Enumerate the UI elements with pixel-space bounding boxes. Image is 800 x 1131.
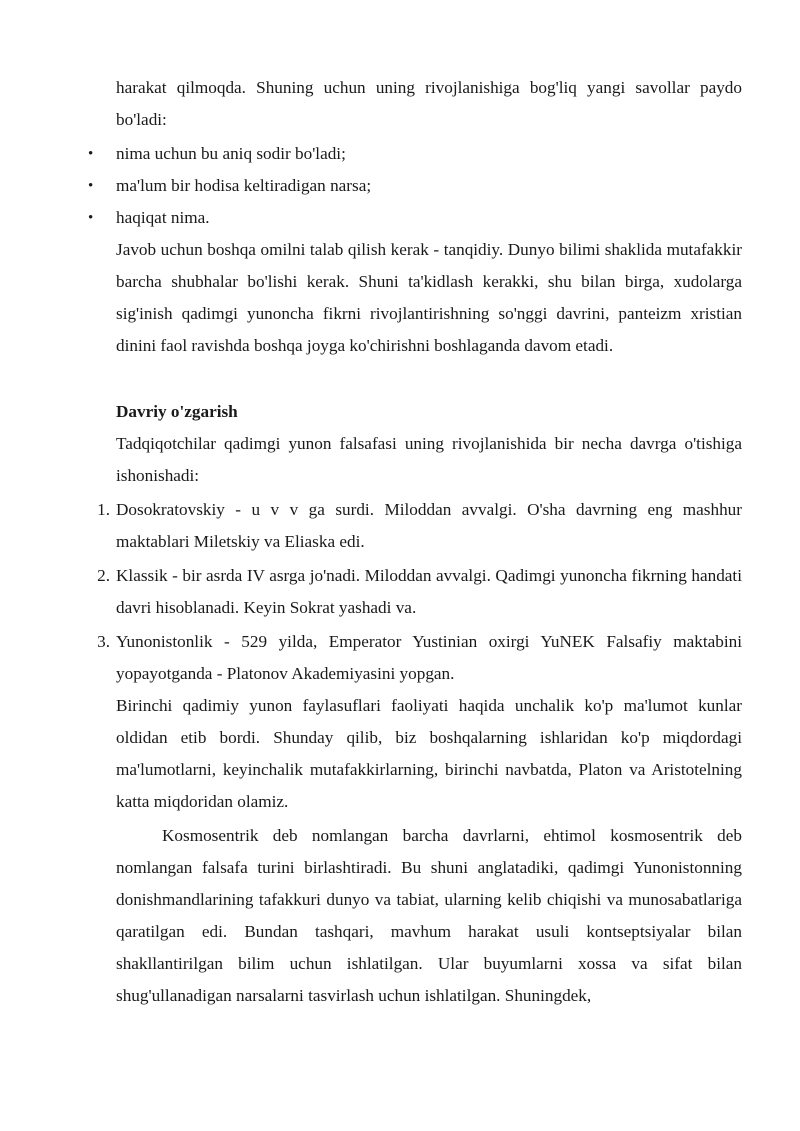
bullet-item-1: [88, 138, 742, 170]
bullet-item-2: [88, 170, 742, 202]
list-number: 3.: [97, 632, 110, 651]
paragraph-4: Kosmosentrik deb nomlangan barcha davrlarni, ehtimol kosmosentrik deb nomlangan falsafa turini birlashtiradi. Bu shuni anglatadiki, qadimgi Yunonistonning donishmandlarining tafakkuri dunyo va tabiat, ularning kelib chiqishi va munosabatlariga qaratilgan edi. Bundan tashqari, mavhum harakat usuli kontseptsiyalar bilan shakllantirilgan bilim uchun ishlatilgan. Ular buyumlarni xossa va sifat bilan shug'ullanadigan narsalarni tasvirlash uchun ishlatilgan. Shuningdek,: [116, 826, 742, 1005]
numbered-item-2: [97, 560, 742, 624]
bullet-text: ma'lum bir hodisa keltiradigan narsa;: [116, 176, 372, 195]
bullet-text: nima uchun bu aniq sodir bo'ladi;: [116, 144, 346, 163]
numbered-item-text: Dosokratovskiy - u v v ga surdi. Miloddan avvalgi. O'sha davrning eng mashhur maktablari Miletskiy va Eliaska edi.: [116, 500, 742, 551]
numbered-item-text: Yunonistonlik - 529 yilda, Emperator Yustinian oxirgi YuNEK Falsafiy maktabini yopayotganda - Platonov Akademiyasini yopgan.: [116, 632, 742, 683]
numbered-item-text: Klassik - bir asrda IV asrga jo'nadi. Miloddan avvalgi. Qadimgi yunoncha fikrning handati davri hisoblanadi. Keyin Sokrat yashadi va.: [116, 566, 742, 617]
intro-paragraph: harakat qilmoqda. Shuning uchun uning rivojlanishiga bog'liq yangi savollar paydo bo'ladi:: [116, 78, 742, 129]
paragraph-3: Birinchi qadimiy yunon faylasuflari faoliyati haqida unchalik ko'p ma'lumot kunlar oldidan etib bordi. Shunday qilib, biz boshqalarning ishlaridan ko'p miqdordagi ma'lumotlarni, keyinchalik mutafakkirlarning, birinchi navbatda, Platon va Aristotelning katta miqdoridan olamiz.: [116, 696, 742, 811]
list-number: 2.: [97, 566, 110, 585]
numbered-item-3: [97, 626, 742, 690]
bullet-marker: •: [88, 210, 94, 226]
section-heading: Davriy o'zgarish: [116, 402, 238, 421]
bullet-marker: •: [88, 178, 94, 194]
paragraph-1: Javob uchun boshqa omilni talab qilish kerak - tanqidiy. Dunyo bilimi shaklida mutafakkir barcha shubhalar bo'lishi kerak. Shuni ta'kidlash kerakki, shu bilan birga, xudolarga sig'inish qadimgi yunoncha fikrni rivojlantirishning so'nggi davrini, panteizm xristian dinini faol ravishda boshqa joyga ko'chirishni boshlaganda davom etadi.: [116, 240, 742, 355]
numbered-item-1: [97, 494, 742, 558]
list-number: 1.: [97, 500, 110, 519]
bullet-marker: •: [88, 146, 94, 162]
paragraph-2: Tadqiqotchilar qadimgi yunon falsafasi uning rivojlanishida bir necha davrga o'tishiga ishonishadi:: [116, 434, 742, 485]
bullet-item-3: [88, 202, 742, 234]
bullet-text: haqiqat nima.: [116, 208, 210, 227]
